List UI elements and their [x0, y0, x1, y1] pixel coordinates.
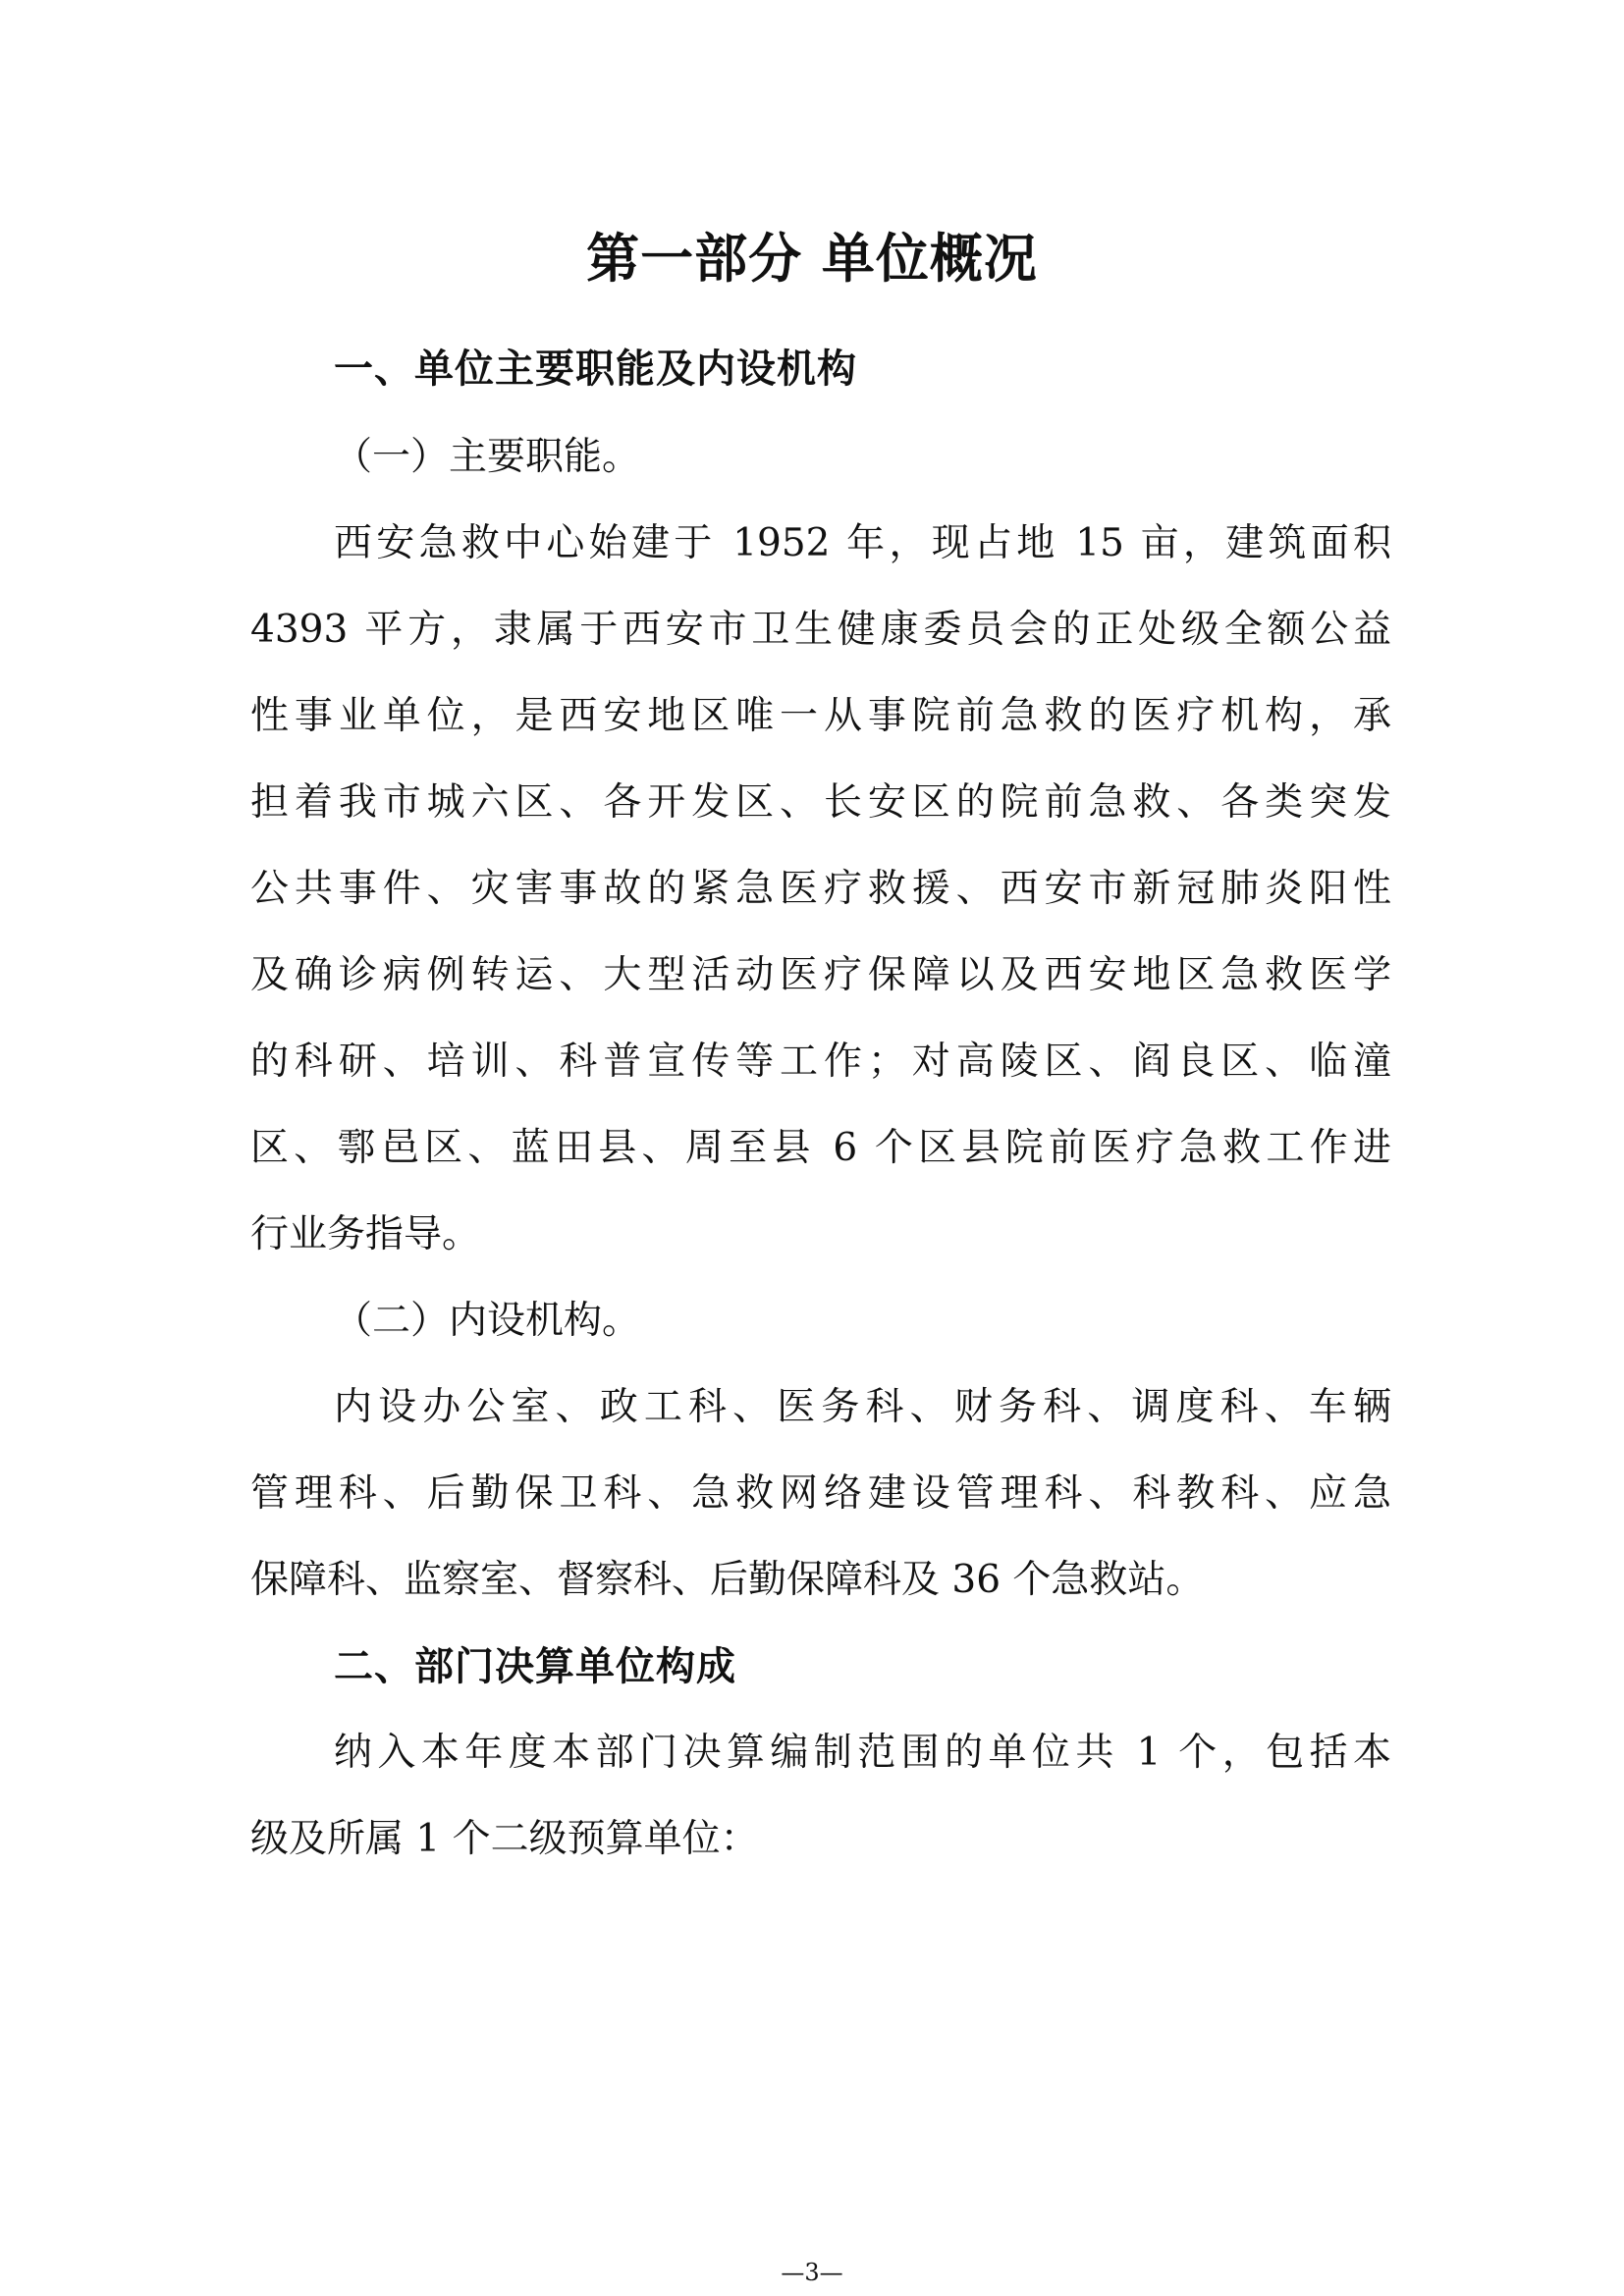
section-heading-1: 一、单位主要职能及内设机构 [334, 347, 857, 392]
paragraph-line: 级及所属 1 个二级预算单位： [250, 1817, 759, 1861]
paragraph-line: 内设办公室、政工科、医务科、财务科、调度科、车辆 [334, 1385, 1391, 1429]
subsection-heading-structure: （二）内设机构。 [334, 1299, 641, 1343]
paragraph-line: 管理科、后勤保卫科、急救网络建设管理科、科教科、应急 [250, 1471, 1391, 1516]
section-heading-2: 二、部门决算单位构成 [334, 1644, 736, 1689]
paragraph-line: 公共事件、灾害事故的紧急医疗救援、西安市新冠肺炎阳性 [250, 867, 1391, 911]
paragraph-line: 4393 平方，隶属于西安市卫生健康委员会的正处级全额公益 [250, 608, 1391, 652]
subsection-heading-functions: （一）主要职能。 [334, 435, 641, 479]
page-title: 第一部分 单位概况 [586, 228, 1038, 290]
paragraph-line: 行业务指导。 [250, 1212, 481, 1256]
paragraph-line: 区、鄠邑区、蓝田县、周至县 6 个区县院前医疗急救工作进 [250, 1126, 1391, 1170]
paragraph-line: 纳入本年度本部门决算编制范围的单位共 1 个，包括本 [334, 1731, 1391, 1775]
paragraph-line: 性事业单位，是西安地区唯一从事院前急救的医疗机构，承 [250, 694, 1391, 738]
paragraph-line: 西安急救中心始建于 1952 年，现占地 15 亩，建筑面积 [334, 521, 1391, 565]
page-number: —3— [781, 2259, 843, 2286]
paragraph-line: 及确诊病例转运、大型活动医疗保障以及西安地区急救医学 [250, 953, 1391, 997]
paragraph-line: 的科研、培训、科普宣传等工作；对高陵区、阎良区、临潼 [250, 1040, 1391, 1084]
paragraph-line: 保障科、监察室、督察科、后勤保障科及 36 个急救站。 [250, 1558, 1205, 1602]
paragraph-line: 担着我市城六区、各开发区、长安区的院前急救、各类突发 [250, 780, 1391, 825]
